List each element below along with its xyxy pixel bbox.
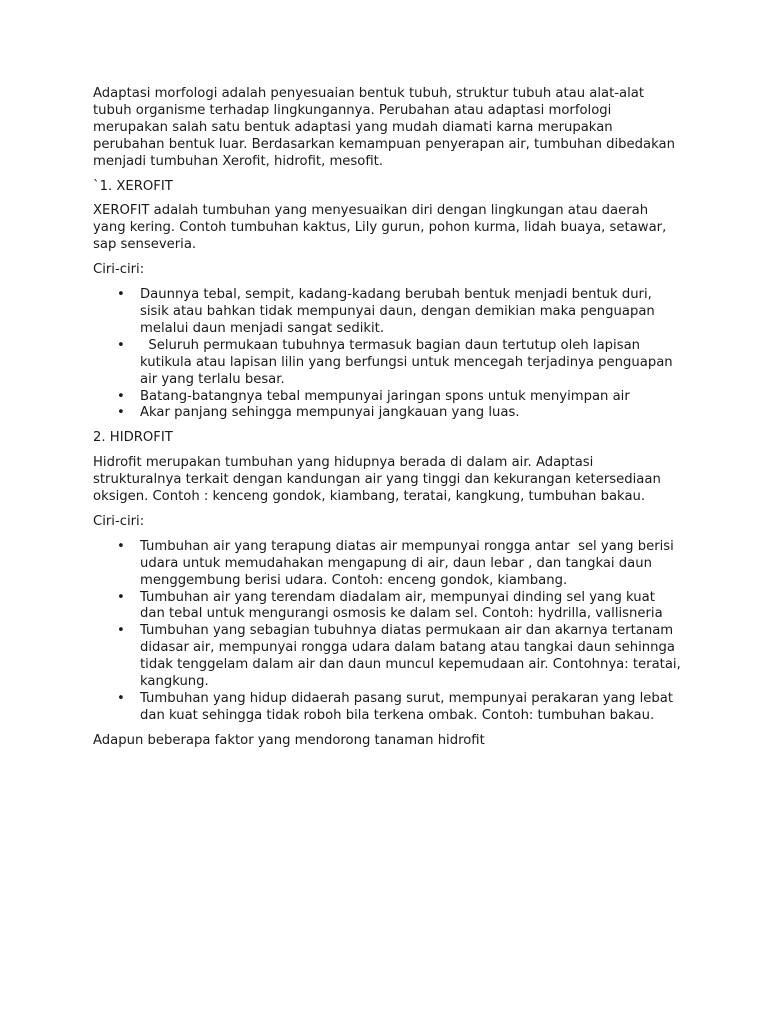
list-item: • Tumbuhan yang hidup didaerah pasang surut, mempunyai perakaran yang lebat dan kuat sehingga tidak roboh bila terkena ombak. Contoh: tumbuhan bakau. [140,691,683,725]
xerofit-heading: `1. XEROFIT [93,178,173,194]
xerofit-ciri-list [93,287,683,422]
list-item: • Tumbuhan air yang terendam diadalam air, mempunyai dinding sel yang kuat dan tebal untuk mengurangi osmosis ke dalam sel. Contoh: hydrilla, vallisneria [140,590,683,624]
hidrofit-ciri-label: Ciri-ciri: [93,513,145,529]
list-item: • Batang-batangnya tebal mempunyai jaringan spons untuk menyimpan air [140,389,683,406]
list-item: • Tumbuhan air yang terapung diatas air mempunyai rongga antar sel yang berisi udara untuk memudahakan mengapung di air, daun lebar , dan tangkai daun menggembung berisi udara. Contoh: enceng gondok, kiambang. [140,539,683,590]
list-item: • Akar panjang sehingga mempunyai jangkauan yang luas. [140,405,683,422]
list-item: • Seluruh permukaan tubuhnya termasuk bagian daun tertutup oleh lapisan kutikula atau lapisan lilin yang berfungsi untuk mencegah terjadinya penguapan air yang terlalu besar. [140,338,683,389]
xerofit-definition: XEROFIT adalah tumbuhan yang menyesuaikan diri dengan lingkungan atau daerah yang kering. Contoh tumbuhan kaktus, Lily gurun, pohon kurma, lidah buaya, setawar, sap senseveria. [93,203,671,253]
xerofit-ciri-label: Ciri-ciri: [93,262,145,278]
list-item: • Tumbuhan yang sebagian tubuhnya diatas permukaan air dan akarnya tertanam didasar air, mempunyai rongga udara dalam batang atau tangkai daun sehinnga tidak tenggelam dalam air dan daun muncul kepemudaan air. Contohnya: teratai, kangkung. [140,623,683,691]
intro-paragraph: Adaptasi morfologi adalah penyesuaian bentuk tubuh, struktur tubuh atau alat-alat tubuh organisme terhadap lingkungannya. Perubahan atau adaptasi morfologi merupakan salah satu bentuk adaptasi yang mudah diamati karna merupakan perubahan bentuk luar. Berdasarkan kemampuan penyerapan air, tumbuhan dibedakan menjadi tumbuhan Xerofit, hidrofit, mesofit. [93,86,680,169]
document-page [93,86,683,758]
list-item: • Daunnya tebal, sempit, kadang-kadang berubah bentuk menjadi bentuk duri, sisik atau bahkan tidak mempunyai daun, dengan demikian maka penguapan melalui daun menjadi sangat sedikit. [140,287,683,338]
hidrofit-definition: Hidrofit merupakan tumbuhan yang hidupnya berada di dalam air. Adaptasi strukturalnya terkait dengan kandungan air yang tinggi dan kekurangan ketersediaan oksigen. Contoh : kenceng gondok, kiambang, teratai, kangkung, tumbuhan bakau. [93,455,666,505]
hidrofit-ciri-list [93,539,683,725]
closing-paragraph: Adapun beberapa faktor yang mendorong tanaman hidrofit [93,732,485,748]
hidrofit-heading: 2. HIDROFIT [93,430,173,446]
